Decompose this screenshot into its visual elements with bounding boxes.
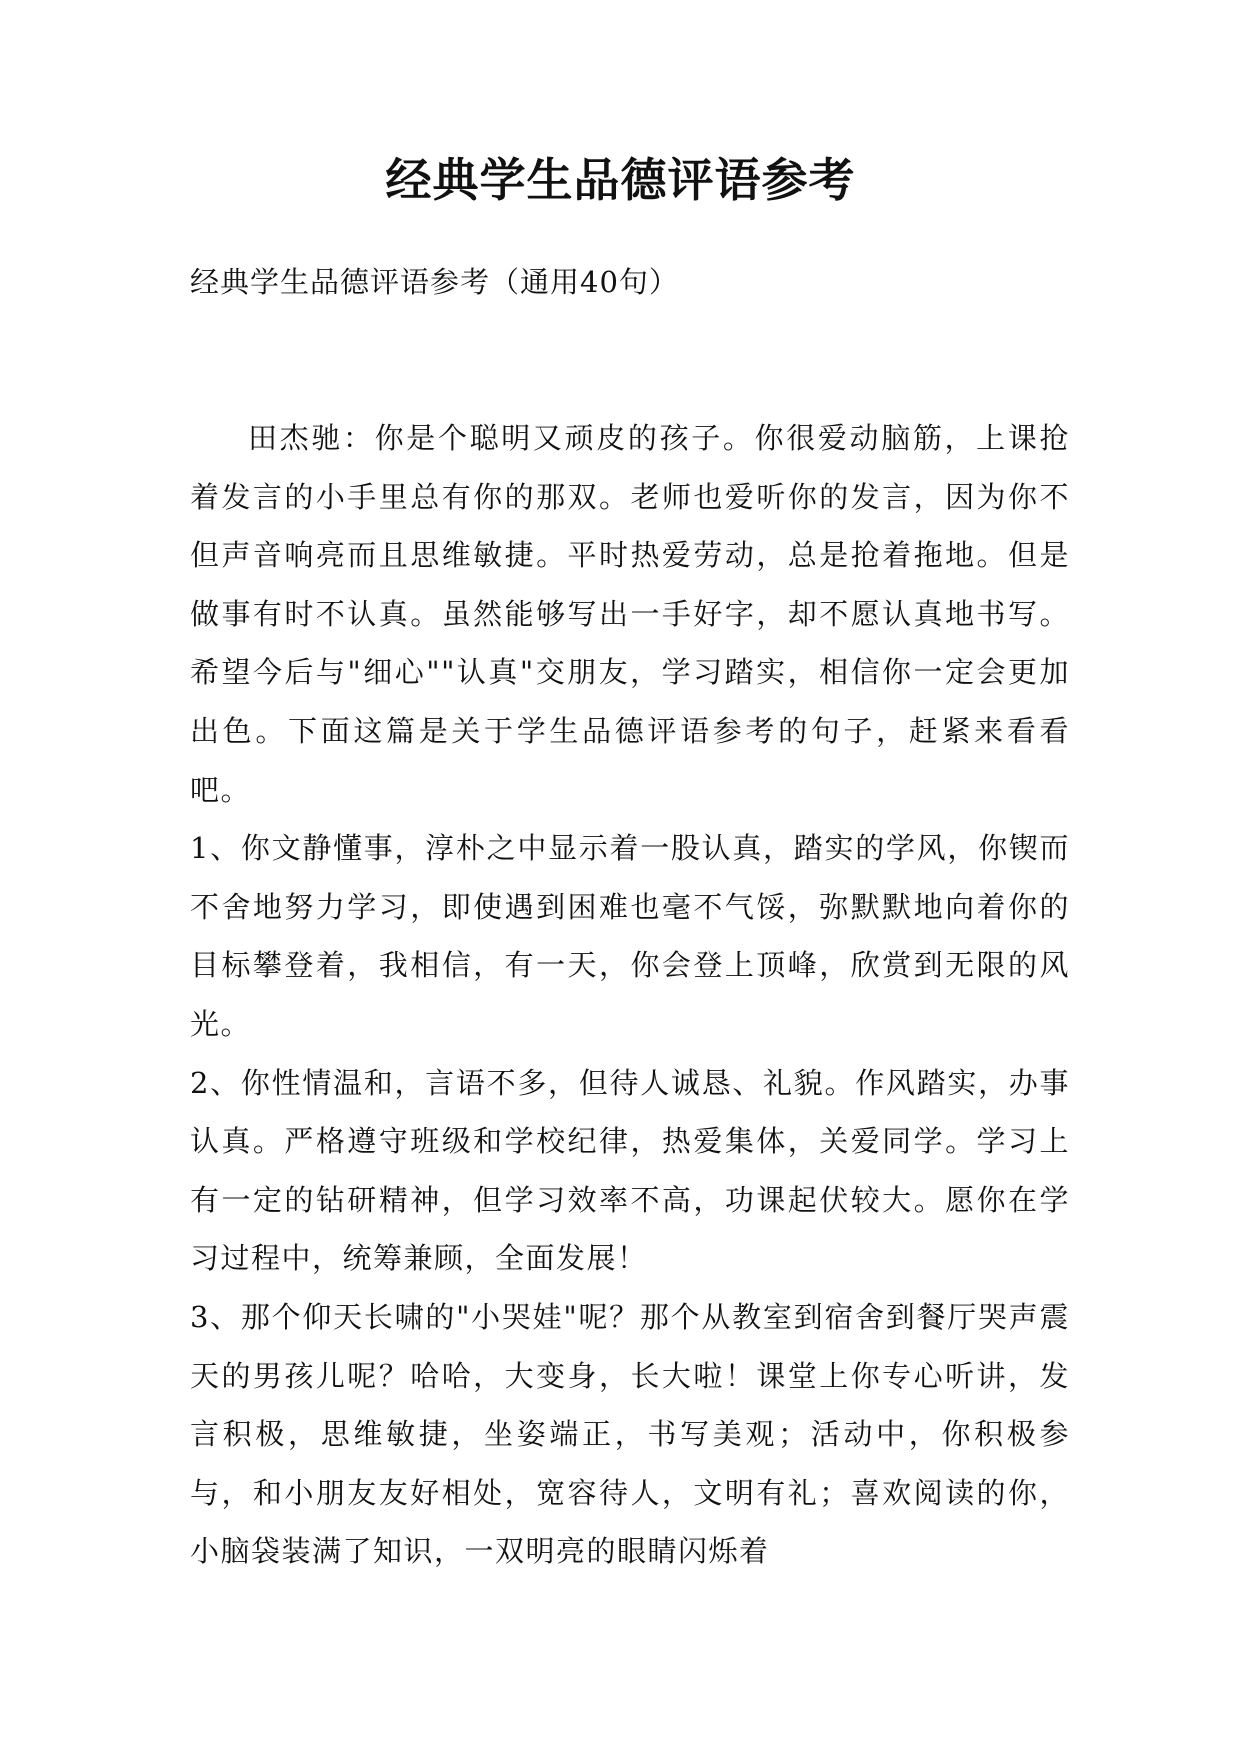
- intro-paragraph: 田杰驰：你是个聪明又顽皮的孩子。你很爱动脑筋，上课抢着发言的小手里总有你的那双。老师也爱听你的发言，因为你不但声音响亮而且思维敏捷。平时热爱劳动，总是抢着拖地。但是做事有时不认真。虽然能够写出一手好字，却不愿认真地书写。希望今后与"细心""认真"交朋友，学习踏实，相信你一定会更加出色。下面这篇是关于学生品德评语参考的句子，赶紧来看看吧。: [190, 421, 1070, 807]
- document-body: [190, 409, 1070, 1581]
- document-subtitle: 经典学生品德评语参考（通用40句）: [190, 265, 679, 299]
- comment-item-1: 1、你文静懂事，淳朴之中显示着一股认真，踏实的学风，你锲而不舍地努力学习，即使遇到困难也毫不气馁，弥默默地向着你的目标攀登着，我相信，有一天，你会登上顶峰，欣赏到无限的风光。: [190, 831, 1070, 1041]
- document-title: 经典学生品德评语参考: [385, 153, 856, 207]
- comment-item-3: 3、那个仰天长啸的"小哭娃"呢？那个从教室到宿舍到餐厅哭声震天的男孩儿呢？哈哈，大变身，长大啦！课堂上你专心听讲，发言积极，思维敏捷，坐姿端正，书写美观；活动中，你积极参与，和小朋友友好相处，宽容待人，文明有礼；喜欢阅读的你，小脑袋装满了知识，一双明亮的眼睛闪烁着: [190, 1299, 1070, 1569]
- comment-item-2: 2、你性情温和，言语不多，但待人诚恳、礼貌。作风踏实，办事认真。严格遵守班级和学校纪律，热爱集体，关爱同学。学习上有一定的钻研精神，但学习效率不高，功课起伏较大。愿你在学习过程中，统筹兼顾，全面发展！: [190, 1065, 1070, 1276]
